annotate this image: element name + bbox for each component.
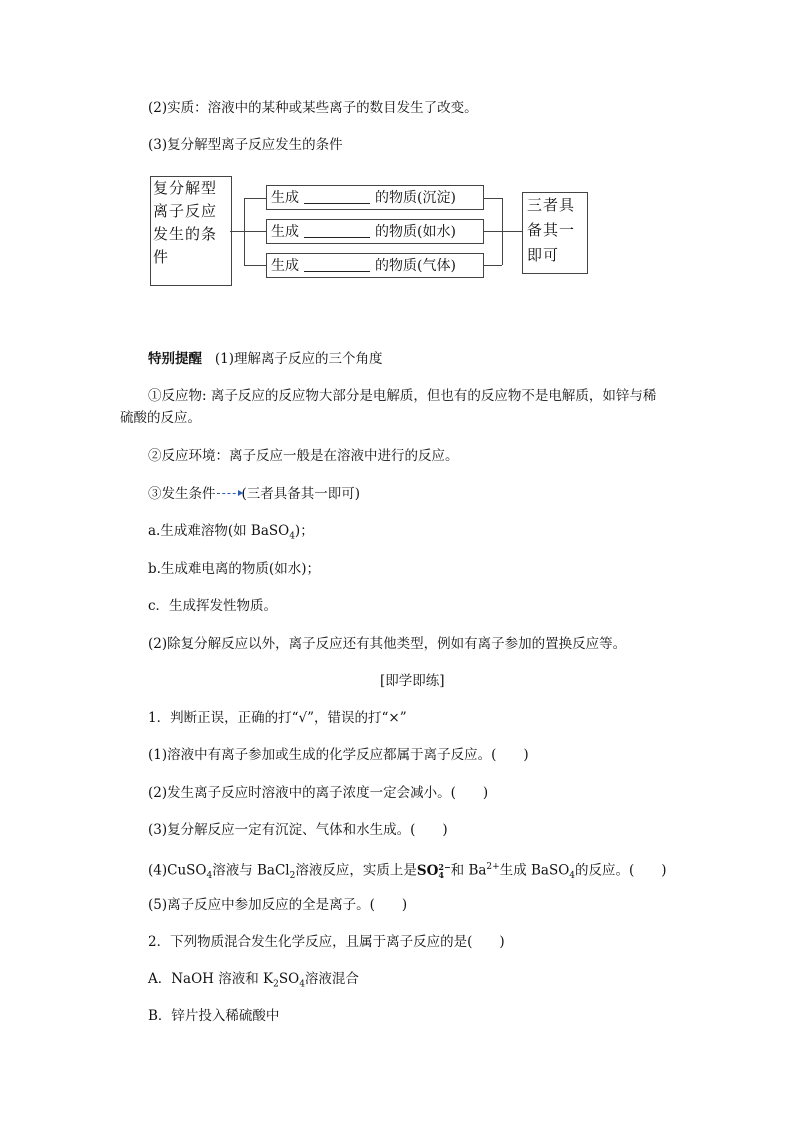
diagram-right-line: 备其一 [527, 221, 576, 239]
diagram-left-line: 件 [153, 248, 170, 266]
condition-prefix: 生成 [271, 258, 299, 274]
connector-line [230, 231, 244, 232]
list-item-c: c．生成挥发性物质。 [148, 598, 278, 614]
q-text: (4)CuSO [148, 862, 207, 879]
option-b: B．锌片投入稀硫酸中 [148, 1008, 280, 1024]
q-text: 溶液与 BaCl [212, 862, 290, 879]
diagram-right-line: 三者具 [527, 196, 576, 214]
sulfate-ion [417, 863, 451, 879]
superscript: 2+ [486, 862, 500, 872]
subscript: 4 [289, 531, 295, 542]
condition-suffix: 的物质(沉淀) [375, 190, 456, 206]
connector-line [484, 198, 502, 199]
condition-suffix: 的物质(气体) [375, 258, 456, 274]
q-text: 的反应。( ) [575, 862, 667, 879]
diagram-left-line: 发生的条 [153, 225, 218, 243]
subscript: 4 [438, 870, 444, 880]
diagram-left-line: 离子反应 [153, 202, 218, 220]
answer-blank [304, 189, 370, 204]
paragraph-essence: (2)实质：溶液中的某种或某些离子的数目发生了改变。 [148, 100, 478, 116]
answer-blank [304, 257, 370, 272]
question-2: 2．下列物质混合发生化学反应，且属于离子反应的是( ) [148, 934, 505, 950]
connector-line [484, 265, 502, 266]
paragraph-reactants-cont: 硫酸的反应。 [120, 410, 201, 426]
subscript: 4 [299, 979, 305, 990]
option-a [148, 970, 359, 994]
subscript: 2 [273, 979, 279, 990]
arrow-icon [217, 493, 241, 494]
connector-line [484, 231, 502, 232]
question-1: 1．判断正误，正确的打“√”，错误的打“×” [148, 710, 407, 726]
section-heading: [即学即练] [380, 673, 445, 689]
list-item-a [148, 522, 314, 546]
tip-text: (1)理解离子反应的三个角度 [214, 351, 383, 367]
item-text: )； [294, 523, 314, 539]
question-1-2: (2)发生离子反应时溶液中的离子浓度一定会减小。( ) [148, 785, 489, 801]
superscript: 2− [438, 862, 451, 872]
condition-suffix: 的物质(如水) [375, 224, 456, 240]
condition-water [266, 219, 484, 244]
connector-line [244, 265, 266, 266]
connector-line [244, 198, 266, 199]
conditions-label: ③发生条件 [148, 486, 216, 502]
question-1-3: (3)复分解反应一定有沉淀、气体和水生成。( ) [148, 822, 448, 838]
question-1-5: (5)离子反应中参加反应的全是离子。( ) [148, 897, 408, 913]
diagram-right-box [522, 192, 588, 274]
subscript: 4 [569, 871, 576, 882]
diagram-right-line: 即可 [527, 246, 560, 264]
q-text: 生成 BaSO [499, 862, 570, 879]
diagram-left-line: 复分解型 [153, 179, 218, 197]
conditions-note: (三者具备其一即可) [241, 486, 361, 502]
ion-charge [438, 863, 450, 879]
option-text: SO [278, 971, 300, 987]
paragraph-conditions [148, 485, 360, 503]
answer-blank [304, 223, 370, 238]
paragraph-conditions-heading: (3)复分解型离子反应发生的条件 [148, 137, 343, 153]
subscript: 4 [206, 871, 213, 882]
question-1-4 [148, 858, 667, 885]
connector-line [502, 231, 522, 232]
q-text: 溶液反应，实质上是 [295, 862, 417, 879]
question-1-1: (1)溶液中有离子参加或生成的化学反应都属于离子反应。( ) [148, 747, 529, 763]
q-text: 和 Ba [450, 862, 487, 879]
paragraph-reactants: ①反应物: 离子反应的反应物大部分是电解质，但也有的反应物不是电解质，如锌与稀 [148, 388, 657, 404]
condition-gas [266, 253, 484, 278]
option-text: A．NaOH 溶液和 K [148, 971, 274, 987]
special-tip [148, 350, 383, 368]
diagram-left-box [150, 176, 232, 286]
connector-line [244, 231, 266, 232]
subscript: 2 [289, 871, 296, 882]
list-item-b: b.生成难电离的物质(如水)； [148, 561, 320, 577]
paragraph-other-types: (2)除复分解反应以外，离子反应还有其他类型，例如有离子参加的置换反应等。 [148, 636, 627, 652]
ion-symbol: SO [416, 862, 439, 879]
condition-prefix: 生成 [271, 190, 299, 206]
condition-precipitate [266, 185, 484, 210]
condition-prefix: 生成 [271, 224, 299, 240]
item-text: a.生成难溶物(如 BaSO [148, 523, 290, 539]
option-text: 溶液混合 [304, 971, 359, 987]
tip-label: 特别提醒 [148, 351, 202, 367]
paragraph-environment: ②反应环境：离子反应一般是在溶液中进行的反应。 [148, 448, 459, 464]
